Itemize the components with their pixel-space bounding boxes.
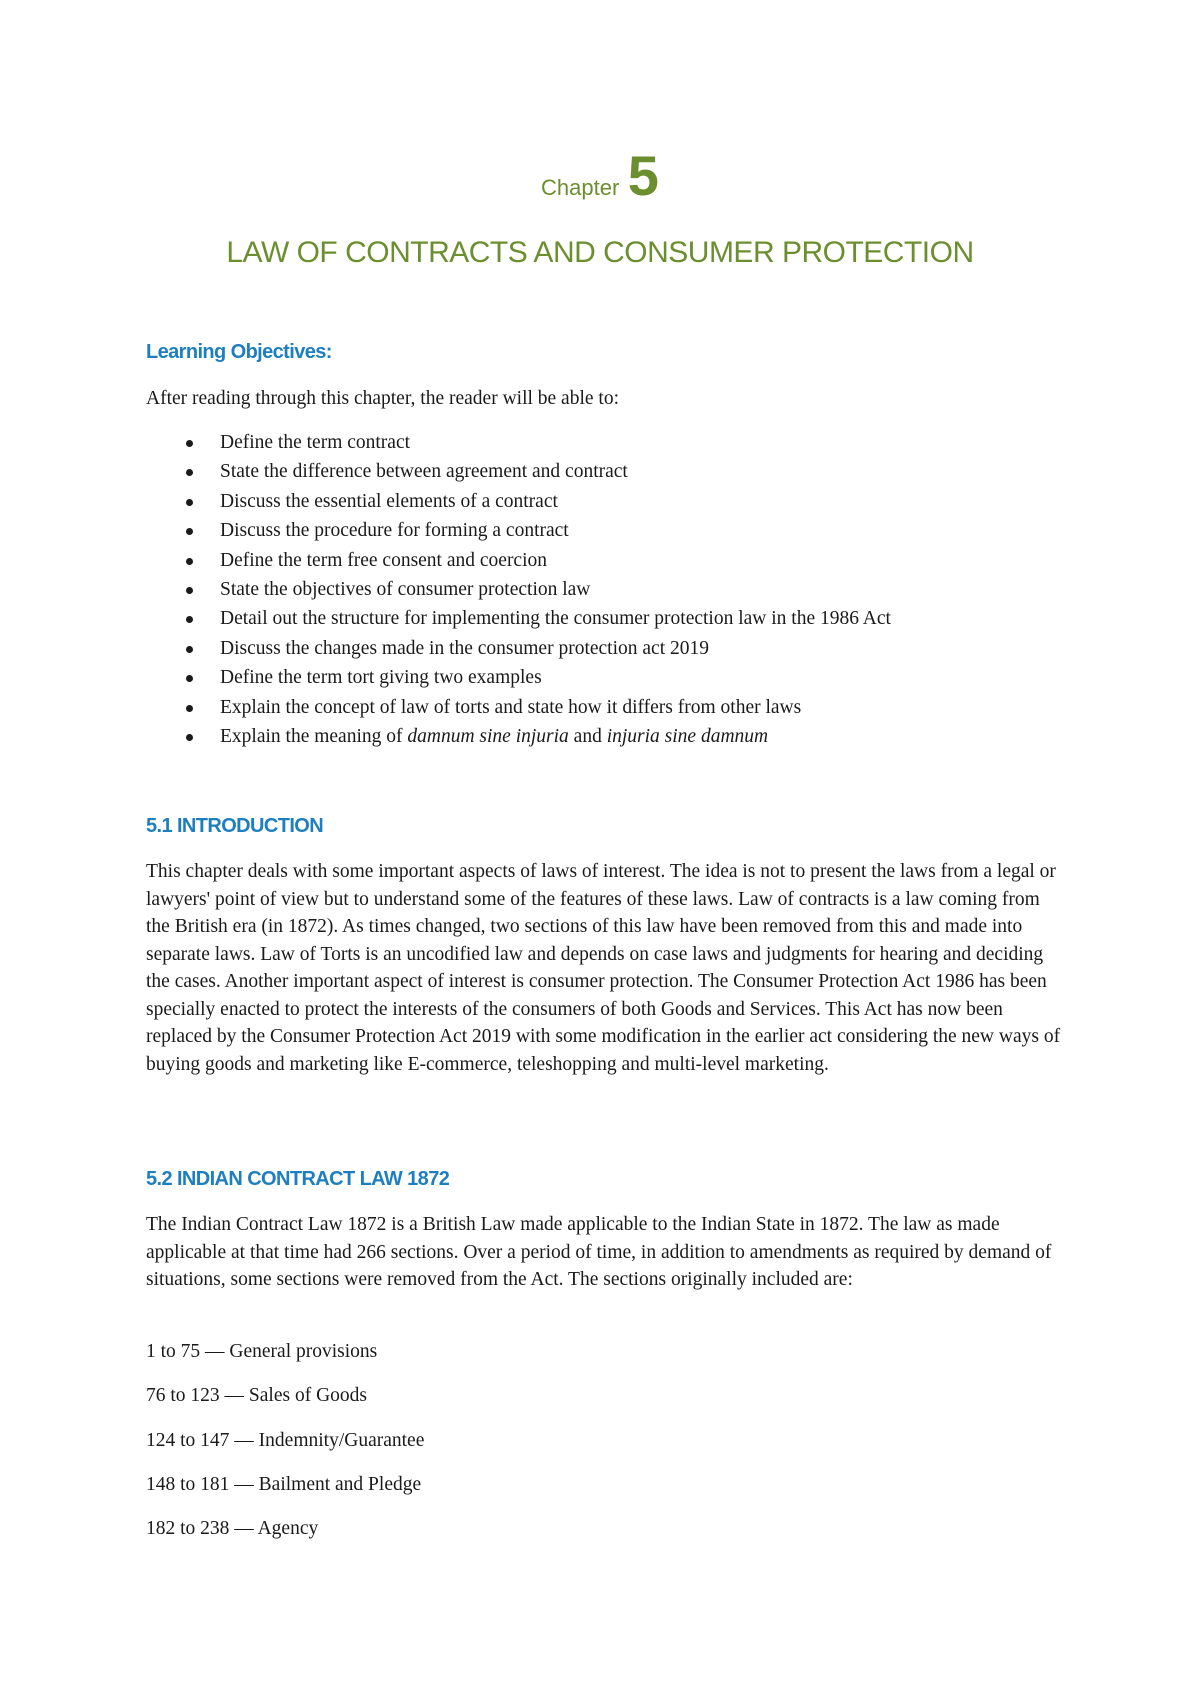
chapter-number: 5 <box>627 144 659 207</box>
bullet-icon <box>186 469 193 476</box>
list-item: Discuss the changes made in the consumer protection act 2019 <box>146 634 891 663</box>
list-item: Explain the concept of law of torts and state how it differs from other laws <box>146 693 891 722</box>
section-5-2-heading: 5.2 INDIAN CONTRACT LAW 1872 <box>146 1168 450 1190</box>
bullet-icon <box>186 528 193 535</box>
section-range-row: 1 to 75 — General provisions <box>146 1341 378 1362</box>
chapter-title: LAW OF CONTRACTS AND CONSUMER PROTECTION <box>226 236 974 269</box>
bullet-icon <box>186 440 193 447</box>
section-5-2-paragraph: The Indian Contract Law 1872 is a British Law made applicable to the Indian State in 1872. The law as made applicable at that time had 266 sections. Over a period of time, in addition to amendments as required by demand of situations, some sections were removed from the Act. The sections originally included are: <box>146 1214 1052 1290</box>
objectives-list <box>146 428 891 751</box>
bullet-icon <box>186 587 193 594</box>
list-item: Discuss the procedure for forming a contract <box>146 516 891 545</box>
section-range-row: 148 to 181 — Bailment and Pledge <box>146 1474 422 1495</box>
bullet-icon <box>186 499 193 506</box>
list-item: Define the term free consent and coercion <box>146 546 891 575</box>
section-5-1-paragraph: This chapter deals with some important aspects of laws of interest. The idea is not to present the laws from a legal or lawyers' point of view but to understand some of the features of these laws. Law of contracts is a law coming from the British era (in 1872). As times changed, two sections of this law have been removed from this and made into separate laws. Law of Torts is an uncodified law and depends on case laws and judgments for hearing and deciding the cases. Another important aspect of interest is consumer protection. The Consumer Protection Act 1986 has been specially enacted to protect the interests of the consumers of both Goods and Services. This Act has now been replaced by the Consumer Protection Act 2019 with some modification in the earlier act considering the new ways of buying goods and marketing like E-commerce, teleshopping and multi-level marketing. <box>146 861 1061 1075</box>
section-range-row: 182 to 238 — Agency <box>146 1518 319 1539</box>
list-item: Detail out the structure for implementing the consumer protection law in the 1986 Act <box>146 604 891 633</box>
bullet-icon <box>186 646 193 653</box>
chapter-word: Chapter <box>541 175 620 200</box>
list-item: State the difference between agreement and contract <box>146 457 891 486</box>
bullet-icon <box>186 558 193 565</box>
latin-term-1: damnum sine injuria <box>407 725 569 747</box>
list-item: State the objectives of consumer protection law <box>146 575 891 604</box>
chapter-label <box>0 144 1200 207</box>
list-item: Explain the meaning of damnum sine injuria and injuria sine damnum <box>146 722 891 751</box>
list-item: Discuss the essential elements of a contract <box>146 487 891 516</box>
objectives-intro: After reading through this chapter, the reader will be able to: <box>146 388 619 409</box>
bullet-icon <box>186 734 193 741</box>
section-5-1-heading: 5.1 INTRODUCTION <box>146 815 324 837</box>
latin-term-2: injuria sine damnum <box>606 725 769 747</box>
section-range-row: 76 to 123 — Sales of Goods <box>146 1385 367 1406</box>
bullet-icon <box>186 705 193 712</box>
section-range-row: 124 to 147 — Indemnity/Guarantee <box>146 1430 425 1451</box>
learning-objectives-heading: Learning Objectives: <box>146 341 332 363</box>
list-item: Define the term contract <box>146 428 891 457</box>
bullet-icon <box>186 616 193 623</box>
list-item: Define the term tort giving two examples <box>146 663 891 692</box>
bullet-icon <box>186 675 193 682</box>
